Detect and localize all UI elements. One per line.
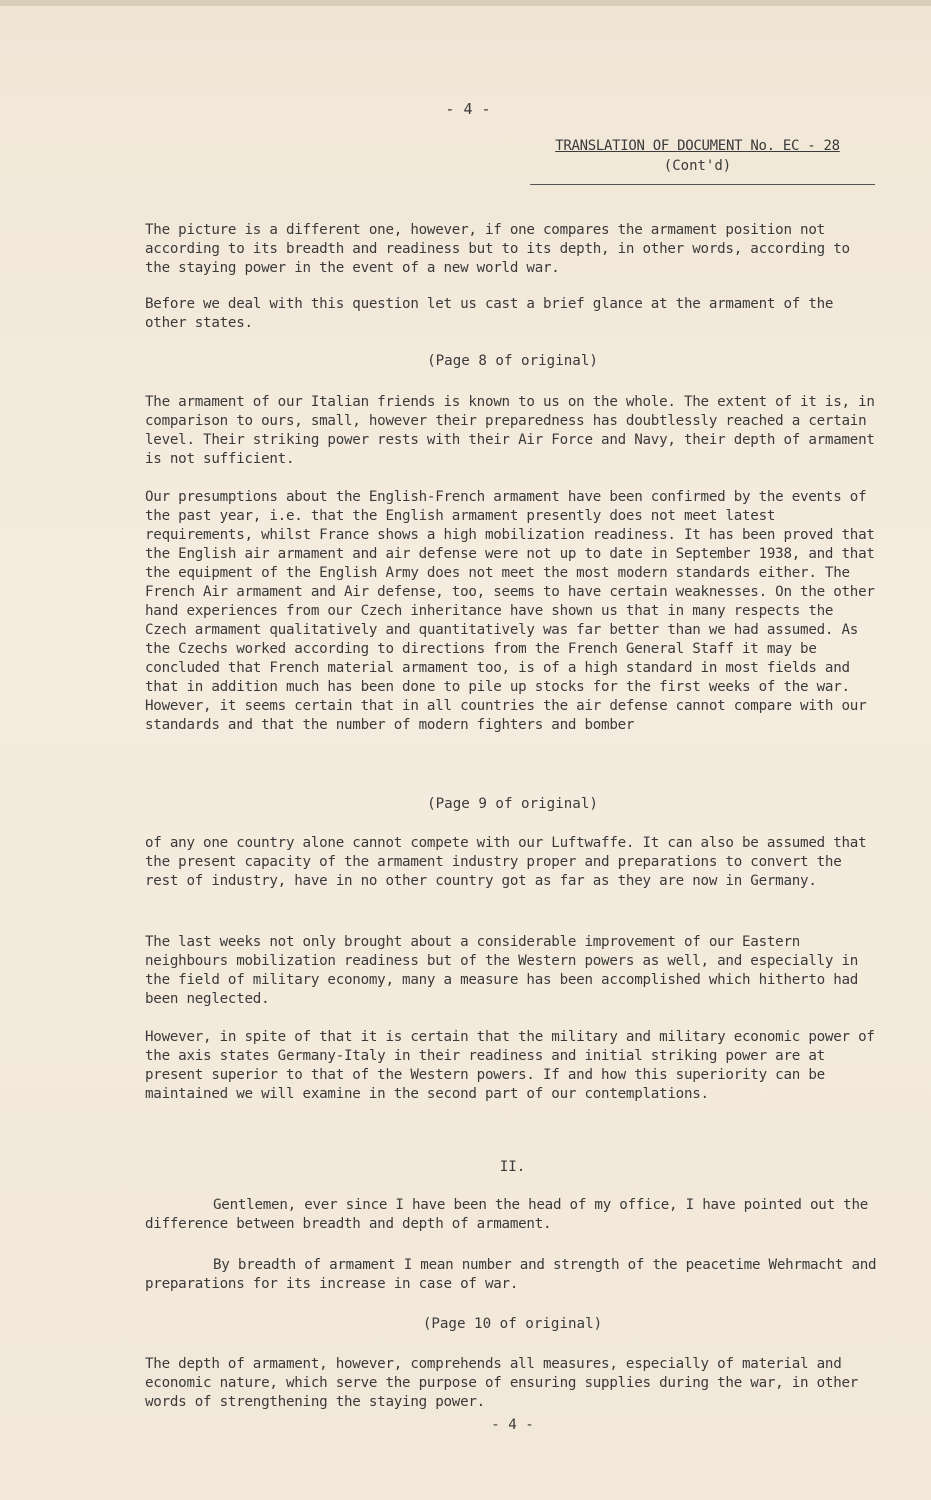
paragraph-4: Our presumptions about the English-French armament have been confirmed by the events of the past year, i.e. that the English armament presently does not meet latest requirements, whilst France shows a high mobilization readiness. It has been proved that the English air armament and air defense were not up to date in September 1938, and that the equipment of the English Army does not meet the most modern standards either. The French Air armament and Air defense, too, seems to have certain weaknesses. On the other hand experiences from our Czech inheritance have shown us that in many respects the Czech armament qualitatively and quantitatively was far better than we had assumed. As the Czechs worked according to directions from the French General Staff it may be concluded that French material armament too, is of a high standard in most fields and that in addition much has been done to pile up stocks for the first weeks of the war. However, it seems certain that in all countries the air defense cannot compare with our standards and that the number of modern fighters and bomber <box>145 489 875 733</box>
header-rule <box>530 184 875 185</box>
paragraph-6: The last weeks not only brought about a considerable improvement of our Eastern neighbours mobilization readiness but of the Western powers as well, and especially in the field of military economy, many a measure has been accomplished which hitherto had been neglected. <box>145 934 859 1007</box>
page-number-bottom: - 4 - <box>491 1417 534 1433</box>
page-marker-8: (Page 8 of original) <box>427 353 598 369</box>
paragraph-3: The armament of our Italian friends is known to us on the whole. The extent of it is, in comparison to ours, small, however their preparedness has doubtlessly reached a certain level. Their striking power rests with their Air Force and Navy, their depth of armament is not sufficient. <box>145 394 875 467</box>
paragraph-5: of any one country alone cannot compete with our Luftwaffe. It can also be assumed that the present capacity of the armament industry proper and preparations to convert the rest of industry, have in no other country got as far as they are now in Germany. <box>145 835 867 889</box>
header-title: TRANSLATION OF DOCUMENT No. EC - 28 <box>555 138 840 154</box>
paper-top-edge <box>0 0 931 6</box>
page-marker-10: (Page 10 of original) <box>422 1316 603 1332</box>
paragraph-9: By breadth of armament I mean number and strength of the peacetime Wehrmacht and preparations for its increase in case of war. <box>145 1257 877 1292</box>
header-subtitle: (Cont'd) <box>663 158 732 174</box>
paragraph-1: The picture is a different one, however, if one compares the armament position not according to its breadth and readiness but to its depth, in other words, according to the staying power in the event of a new world war. <box>145 222 850 276</box>
paragraph-10: The depth of armament, however, comprehends all measures, especially of material and economic nature, which serve the purpose of ensuring supplies during the war, in other words of strengthening the staying power. <box>145 1356 859 1410</box>
page-marker-9: (Page 9 of original) <box>427 796 598 812</box>
paragraph-7: However, in spite of that it is certain that the military and military economic power of the axis states Germany-Italy in their readiness and initial striking power are at present superior to that of the Western powers. If and how this superiority can be maintained we will examine in the second part of our contemplations. <box>145 1029 875 1102</box>
page-number-top: - 4 - <box>445 100 491 118</box>
paragraph-8: Gentlemen, ever since I have been the head of my office, I have pointed out the difference between breadth and depth of armament. <box>145 1197 869 1232</box>
document-header <box>520 136 875 185</box>
section-heading-ii: II. <box>499 1159 526 1175</box>
paragraph-2: Before we deal with this question let us cast a brief glance at the armament of the other states. <box>145 296 834 331</box>
